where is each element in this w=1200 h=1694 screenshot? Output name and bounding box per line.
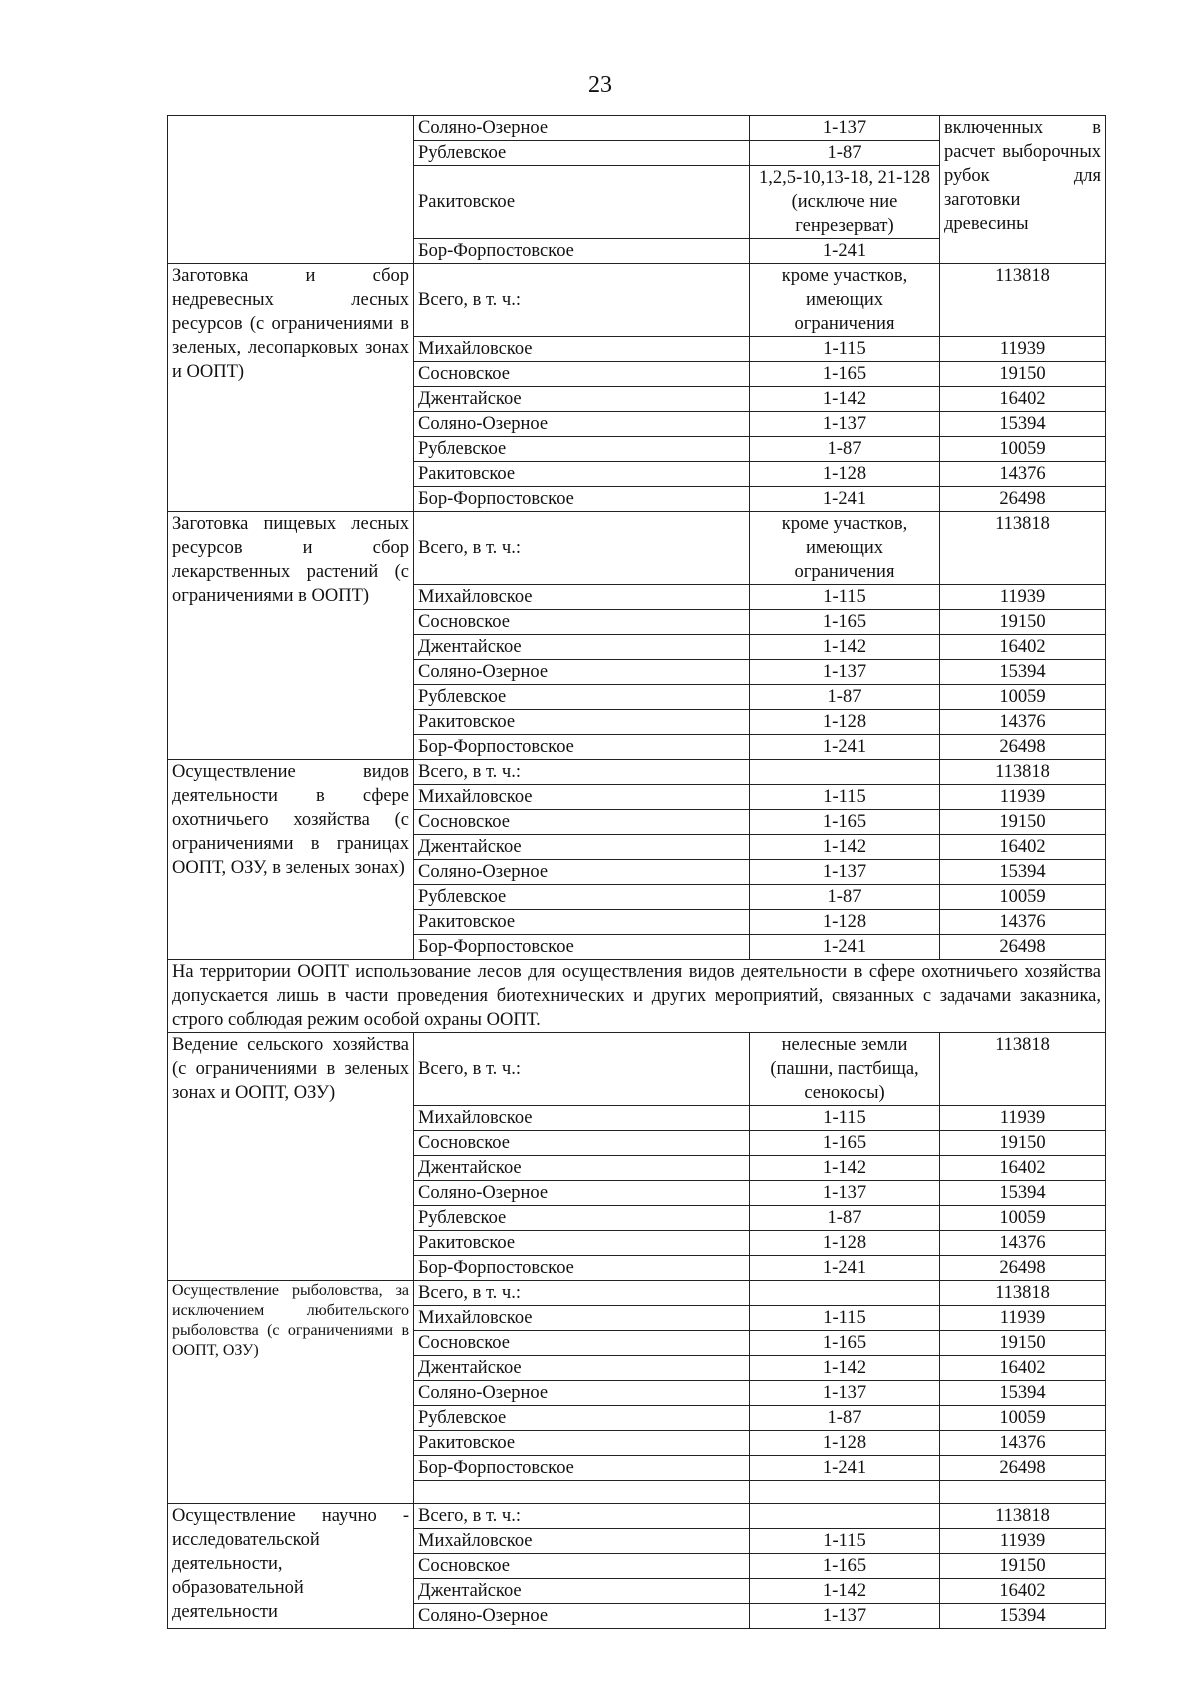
forestry-name: Ракитовское: [414, 462, 750, 487]
area-ha: 26498: [940, 1256, 1106, 1281]
area-ha: 10059: [940, 437, 1106, 462]
quarter-numbers: 1-142: [750, 387, 940, 412]
quarter-numbers: кроме участков, имеющих ограничения: [750, 512, 940, 585]
quarter-numbers: 1-241: [750, 1456, 940, 1481]
activity-cell: Ведение сельского хозяйства (с ограничениями в зеленых зонах и ООПТ, ОЗУ): [168, 1033, 414, 1281]
area-ha: 11939: [940, 1106, 1106, 1131]
area-ha: 26498: [940, 487, 1106, 512]
forestry-name: Сосновское: [414, 1554, 750, 1579]
forestry-name: Сосновское: [414, 1331, 750, 1356]
forestry-name: Соляно-Озерное: [414, 412, 750, 437]
restriction-note: включенных в расчет выборочных рубок для заготовки древесины: [940, 116, 1106, 264]
forestry-name: Соляно-Озерное: [414, 1381, 750, 1406]
quarter-numbers: 1-87: [750, 437, 940, 462]
area-ha: 11939: [940, 1529, 1106, 1554]
table-row: [168, 116, 1106, 141]
activity-cell: [168, 116, 414, 264]
quarter-numbers: кроме участков, имеющих ограничения: [750, 264, 940, 337]
quarter-numbers: 1-128: [750, 710, 940, 735]
forestry-name: Михайловское: [414, 1529, 750, 1554]
area-ha: 16402: [940, 1156, 1106, 1181]
quarter-numbers: 1-241: [750, 487, 940, 512]
area-ha: 113818: [940, 264, 1106, 337]
forestry-name: Михайловское: [414, 337, 750, 362]
blank-cell: [940, 1481, 1106, 1504]
forestry-name: Джентайское: [414, 387, 750, 412]
forestry-name: Ракитовское: [414, 1231, 750, 1256]
area-ha: 19150: [940, 1131, 1106, 1156]
quarter-numbers: 1-115: [750, 337, 940, 362]
activity-cell: Заготовка и сбор недревесных лесных ресурсов (с ограничениями в зеленых, лесопарковых зонах и ООПТ): [168, 264, 414, 512]
area-ha: 15394: [940, 1604, 1106, 1629]
forestry-name: Соляно-Озерное: [414, 116, 750, 141]
area-ha: 16402: [940, 635, 1106, 660]
area-ha: 19150: [940, 810, 1106, 835]
quarter-numbers: 1-115: [750, 785, 940, 810]
quarter-numbers: 1-241: [750, 735, 940, 760]
quarter-numbers: 1-87: [750, 685, 940, 710]
area-ha: 19150: [940, 1331, 1106, 1356]
quarter-numbers: 1-165: [750, 1331, 940, 1356]
forestry-name: Джентайское: [414, 835, 750, 860]
quarter-numbers: 1-128: [750, 462, 940, 487]
forestry-name: Михайловское: [414, 1306, 750, 1331]
forestry-name: Джентайское: [414, 1579, 750, 1604]
area-ha: 14376: [940, 1431, 1106, 1456]
quarter-numbers: [750, 760, 940, 785]
quarter-numbers: 1-137: [750, 1604, 940, 1629]
area-ha: 14376: [940, 462, 1106, 487]
quarter-numbers: [750, 1504, 940, 1529]
area-ha: 19150: [940, 362, 1106, 387]
quarter-numbers: 1-115: [750, 1306, 940, 1331]
quarter-numbers: 1-142: [750, 835, 940, 860]
quarter-numbers: 1-165: [750, 362, 940, 387]
area-ha: 15394: [940, 860, 1106, 885]
area-ha: 10059: [940, 685, 1106, 710]
area-ha: 113818: [940, 1281, 1106, 1306]
area-ha: 16402: [940, 1356, 1106, 1381]
forestry-name: Бор-Форпостовское: [414, 1456, 750, 1481]
quarter-numbers: 1-165: [750, 1131, 940, 1156]
forestry-name: Ракитовское: [414, 710, 750, 735]
area-ha: 14376: [940, 910, 1106, 935]
forestry-name: Бор-Форпостовское: [414, 935, 750, 960]
forestry-name: Всего, в т. ч.:: [414, 512, 750, 585]
quarter-numbers: 1-128: [750, 1431, 940, 1456]
forestry-name: Бор-Форпостовское: [414, 735, 750, 760]
area-ha: 14376: [940, 710, 1106, 735]
quarter-numbers: 1-241: [750, 935, 940, 960]
quarter-numbers: 1-87: [750, 141, 940, 166]
quarter-numbers: 1-142: [750, 1156, 940, 1181]
forestry-name: Сосновское: [414, 610, 750, 635]
blank-cell: [414, 1481, 750, 1504]
forestry-name: Рублевское: [414, 141, 750, 166]
quarter-numbers: 1-137: [750, 412, 940, 437]
forestry-name: Ракитовское: [414, 166, 750, 239]
area-ha: 113818: [940, 1504, 1106, 1529]
quarter-numbers: 1-241: [750, 1256, 940, 1281]
table-row: [168, 1033, 1106, 1106]
forestry-name: Всего, в т. ч.:: [414, 1033, 750, 1106]
forestry-name: Ракитовское: [414, 910, 750, 935]
forestry-name: Рублевское: [414, 1406, 750, 1431]
quarter-numbers: 1-142: [750, 1356, 940, 1381]
activity-cell: Осуществление рыболовства, за исключением любительского рыболовства (с ограничениями в ООПТ, ОЗУ): [168, 1281, 414, 1504]
table-row: [168, 512, 1106, 585]
activity-cell: Осуществление видов деятельности в сфере охотничьего хозяйства (с ограничениями в границах ООПТ, ОЗУ, в зеленых зонах): [168, 760, 414, 960]
forestry-name: Михайловское: [414, 585, 750, 610]
forestry-name: Соляно-Озерное: [414, 1604, 750, 1629]
area-ha: 113818: [940, 1033, 1106, 1106]
quarter-numbers: 1-87: [750, 1406, 940, 1431]
table-row: [168, 760, 1106, 785]
quarter-numbers: 1-137: [750, 1381, 940, 1406]
forestry-name: Рублевское: [414, 437, 750, 462]
quarter-numbers: 1-87: [750, 1206, 940, 1231]
blank-cell: [750, 1481, 940, 1504]
forestry-name: Бор-Форпостовское: [414, 1256, 750, 1281]
quarter-numbers: 1-165: [750, 1554, 940, 1579]
forestry-name: Всего, в т. ч.:: [414, 264, 750, 337]
quarter-numbers: [750, 1281, 940, 1306]
table-row: [168, 1281, 1106, 1306]
forestry-name: Рублевское: [414, 1206, 750, 1231]
quarter-numbers: 1-142: [750, 635, 940, 660]
quarter-numbers: 1-115: [750, 1529, 940, 1554]
area-ha: 11939: [940, 785, 1106, 810]
area-ha: 113818: [940, 760, 1106, 785]
quarter-numbers: 1-137: [750, 116, 940, 141]
quarter-numbers: 1,2,5-10,13-18, 21-128 (исключе ние генрезерват): [750, 166, 940, 239]
forestry-name: Джентайское: [414, 1356, 750, 1381]
area-ha: 15394: [940, 660, 1106, 685]
table-row: [168, 264, 1106, 337]
forestry-name: Соляно-Озерное: [414, 1181, 750, 1206]
forestry-name: Рублевское: [414, 885, 750, 910]
forestry-name: Всего, в т. ч.:: [414, 760, 750, 785]
area-ha: 11939: [940, 585, 1106, 610]
quarter-numbers: 1-241: [750, 239, 940, 264]
forestry-name: Джентайское: [414, 1156, 750, 1181]
area-ha: 26498: [940, 735, 1106, 760]
forestry-name: Рублевское: [414, 685, 750, 710]
area-ha: 19150: [940, 1554, 1106, 1579]
forestry-name: Михайловское: [414, 1106, 750, 1131]
quarter-numbers: 1-137: [750, 1181, 940, 1206]
quarter-numbers: нелесные земли (пашни, пастбища, сенокосы): [750, 1033, 940, 1106]
forestry-name: Всего, в т. ч.:: [414, 1504, 750, 1529]
area-ha: 10059: [940, 885, 1106, 910]
quarter-numbers: 1-165: [750, 810, 940, 835]
forestry-name: Михайловское: [414, 785, 750, 810]
area-ha: 19150: [940, 610, 1106, 635]
forestry-name: Джентайское: [414, 635, 750, 660]
area-ha: 10059: [940, 1206, 1106, 1231]
quarter-numbers: 1-128: [750, 1231, 940, 1256]
quarter-numbers: 1-87: [750, 885, 940, 910]
page-number: 23: [588, 72, 612, 98]
area-ha: 10059: [940, 1406, 1106, 1431]
forestry-name: Бор-Форпостовское: [414, 487, 750, 512]
area-ha: 26498: [940, 935, 1106, 960]
note-text: На территории ООПТ использование лесов для осуществления видов деятельности в сфере охотничьего хозяйства допускается лишь в части проведения биотехнических и других мероприятий, связанных с задачами заказника, строго соблюдая режим особой охраны ООПТ.: [168, 960, 1106, 1033]
forestry-name: Соляно-Озерное: [414, 660, 750, 685]
table-row: [168, 1504, 1106, 1529]
quarter-numbers: 1-137: [750, 660, 940, 685]
area-ha: 11939: [940, 1306, 1106, 1331]
area-ha: 14376: [940, 1231, 1106, 1256]
quarter-numbers: 1-165: [750, 610, 940, 635]
note-row: [168, 960, 1106, 1033]
forestry-name: Сосновское: [414, 1131, 750, 1156]
activity-cell: Заготовка пищевых лесных ресурсов и сбор лекарственных растений (с ограничениями в ООПТ): [168, 512, 414, 760]
area-ha: 16402: [940, 1579, 1106, 1604]
forestry-name: Ракитовское: [414, 1431, 750, 1456]
forestry-name: Сосновское: [414, 362, 750, 387]
quarter-numbers: 1-115: [750, 1106, 940, 1131]
area-ha: 16402: [940, 835, 1106, 860]
area-ha: 15394: [940, 1181, 1106, 1206]
quarter-numbers: 1-115: [750, 585, 940, 610]
area-ha: 113818: [940, 512, 1106, 585]
quarter-numbers: 1-142: [750, 1579, 940, 1604]
forestry-name: Сосновское: [414, 810, 750, 835]
quarter-numbers: 1-128: [750, 910, 940, 935]
area-ha: 11939: [940, 337, 1106, 362]
area-ha: 16402: [940, 387, 1106, 412]
activity-cell: Осуществление научно - исследовательской деятельности, образовательной деятельности: [168, 1504, 414, 1629]
forestry-name: Бор-Форпостовское: [414, 239, 750, 264]
forest-use-table: [167, 115, 1106, 1629]
forestry-name: Всего, в т. ч.:: [414, 1281, 750, 1306]
area-ha: 15394: [940, 1381, 1106, 1406]
forestry-name: Соляно-Озерное: [414, 860, 750, 885]
area-ha: 26498: [940, 1456, 1106, 1481]
area-ha: 15394: [940, 412, 1106, 437]
quarter-numbers: 1-137: [750, 860, 940, 885]
